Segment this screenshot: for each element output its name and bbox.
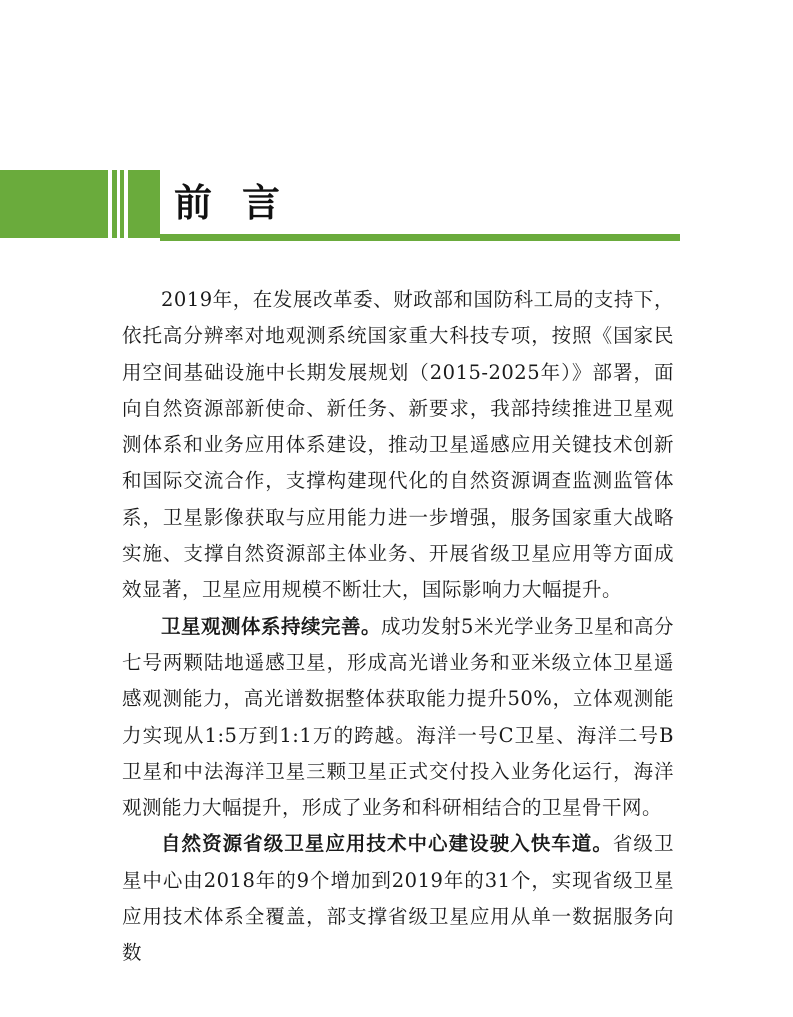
paragraph-intro	[122, 282, 674, 609]
banner-stripe-1	[112, 170, 117, 238]
banner-stripe-2	[120, 170, 124, 238]
paragraph-text: 省级卫星中心由2018年的9个增加到2019年的31个，实现省级卫星应用技术体系全覆盖，部支撑省级卫星应用从单一数据服务向数	[122, 832, 674, 965]
paragraph-lead: 自然资源省级卫星应用技术中心建设驶入快车道。	[161, 832, 613, 856]
paragraph-text: 2019年，在发展改革委、财政部和国防科工局的支持下，依托高分辨率对地观测系统国家重大科技专项，按照《国家民用空间基础设施中长期发展规划（2015-2025年）》部署，面向自然资源部新使命、新任务、新要求，我部持续推进卫星观测体系和业务应用体系建设，推动卫星遥感应用关键技术创新和国际交流合作，支撑构建现代化的自然资源调查监测监管体系，卫星影像获取与应用能力进一步增强，服务国家重大战略实施、支撑自然资源部主体业务、开展省级卫星应用等方面成效显著，卫星应用规模不断壮大，国际影响力大幅提升。	[122, 288, 674, 602]
heading-underline	[160, 234, 680, 241]
paragraph-satellite-system	[122, 609, 674, 827]
paragraph-text: 成功发射5米光学业务卫星和高分七号两颗陆地遥感卫星，形成高光谱业务和亚米级立体卫星遥感观测能力，高光谱数据整体获取能力提升50%，立体观测能力实现从1:5万到1:1万的跨越。海洋一号C卫星、海洋二号B卫星和中法海洋卫星三颗卫星正式交付投入业务化运行，海洋观测能力大幅提升，形成了业务和科研相结合的卫星骨干网。	[122, 614, 674, 820]
paragraph-lead: 卫星观测体系持续完善。	[161, 614, 382, 638]
section-banner	[0, 168, 680, 244]
paragraph-provincial-centers	[122, 826, 674, 971]
page-title: 前言	[174, 180, 311, 225]
body-text	[122, 282, 674, 972]
banner-block-mid	[128, 170, 160, 238]
banner-block-left	[0, 170, 108, 238]
